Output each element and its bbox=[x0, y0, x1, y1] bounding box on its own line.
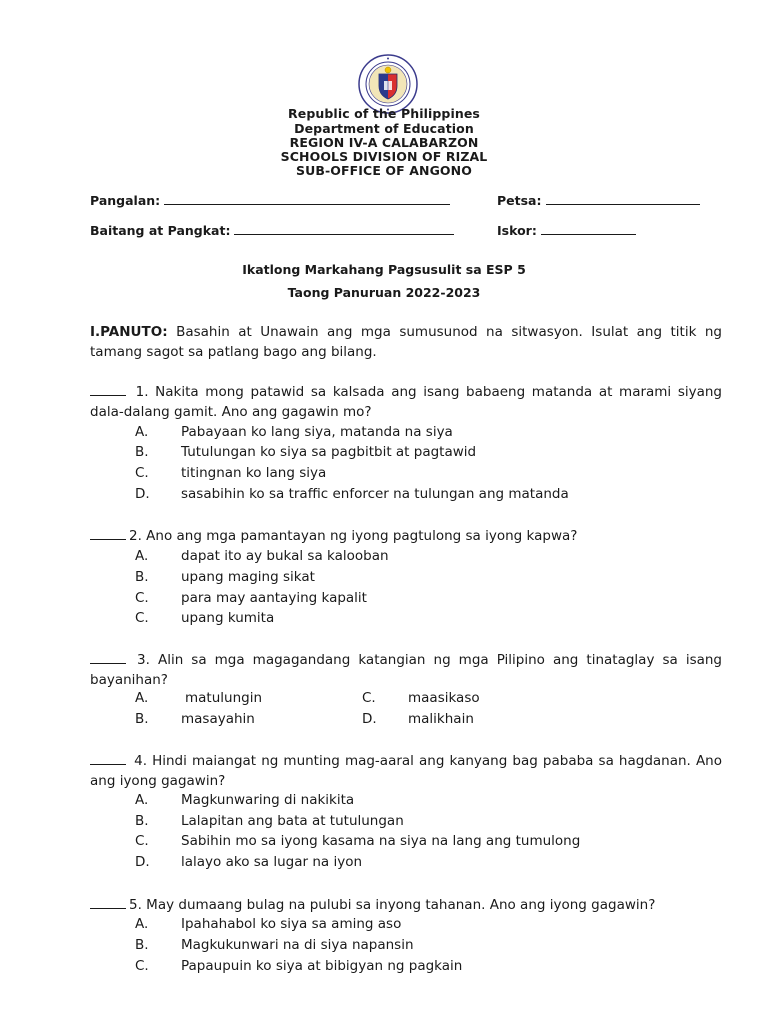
answer-blank-5[interactable] bbox=[90, 896, 126, 909]
answer-blank-4[interactable] bbox=[90, 752, 126, 765]
instructions-text: Basahin at Unawain ang mga sumusunod na sitwasyon. Isulat ang titik ng tamang sagot sa patlang bago ang bilang. bbox=[90, 324, 722, 360]
header-department: Department of Education bbox=[294, 121, 474, 136]
date-field: Petsa: bbox=[497, 192, 700, 208]
answer-blank-1[interactable] bbox=[90, 383, 126, 396]
score-field: Iskor: bbox=[497, 222, 636, 238]
answer-blank-3[interactable] bbox=[90, 651, 126, 664]
header-region: REGION IV-A CALABARZON bbox=[289, 135, 479, 150]
score-blank[interactable] bbox=[541, 222, 636, 235]
instructions bbox=[90, 322, 722, 362]
header-division: SCHOOLS DIVISION OF RIZAL bbox=[280, 149, 488, 164]
question-3: 3. Alin sa mga magagandang katangian ng mga Pilipino ang tinataglay sa isang bayanihan? bbox=[90, 652, 722, 688]
name-blank[interactable] bbox=[164, 192, 450, 205]
deped-seal-icon bbox=[358, 54, 418, 114]
answer-blank-2[interactable] bbox=[90, 527, 126, 540]
exam-title: Ikatlong Markahang Pagsusulit sa ESP 5 bbox=[242, 262, 526, 277]
question-1: 1. Nakita mong patawid sa kalsada ang isang babaeng matanda at marami siyang dala-dalang gamit. Ano ang gagawin mo? bbox=[90, 384, 722, 420]
question-5: 5. May dumaang bulag na pulubi sa inyong tahanan. Ano ang iyong gagawin? bbox=[90, 895, 722, 915]
grade-section-blank[interactable] bbox=[234, 222, 454, 235]
header-republic: Republic of the Philippines bbox=[288, 106, 480, 121]
date-blank[interactable] bbox=[546, 192, 700, 205]
instructions-label: I.PANUTO: bbox=[90, 324, 168, 340]
question-4: 4. Hindi maiangat ng munting mag-aaral ang kanyang bag pababa sa hagdanan. Ano ang iyong gagawin? bbox=[90, 753, 722, 789]
grade-section-field: Baitang at Pangkat: bbox=[90, 222, 454, 238]
name-field: Pangalan: bbox=[90, 192, 450, 208]
exam-page: Republic of the Philippines Department of Education REGION IV-A CALABARZON SCHOOLS DIVISION OF RIZAL SUB-OFFICE OF ANGONO Pangalan: Petsa: Baitang at Pangkat: Iskor: Ikatlong Markahang Pagsusulit sa ESP 5 Taong Panuruan 2022-2023 I.PANUTO: Basahin at Unawain ang mga sumusunod na sitwasyon. Isulat ang titik ng tamang sagot sa patlang bago ang bilang. 1. Nakita mong patawid sa kalsada ang isang babaeng matanda at marami siyang dala-dalang gamit. Ano ang gagawin mo? A. Pabayaan ko lang siya, matanda na siya B. Tutulungan ko siya sa pagbitbit at pagtawid C. titingnan ko lang siya D. sasabihin ko sa traffic enforcer na tulungan ang matanda 2. Ano ang mga pamantayan ng iyong pagtulong sa iyong kapwa? A. dapat ito ay bukal sa kalooban B. upang maging sikat C. para may aantaying kapalit C. upang kumita 3. Alin sa mga magagandang katangian ng mga Pilipino ang tinataglay sa isang bayanihan? A. matulungin C. maasikaso B. masayahin D. malikhain 4. Hindi maiangat ng munting mag-aaral ang kanyang bag pababa sa hagdanan. Ano ang iyong gagawin? A. Magkunwaring di nakikita B. Lalapitan ang bata at tutulungan C. Sabihin mo sa iyong kasama na siya na lang ang tumulong D. lalayo ako sa lugar na iyon 5. May dumaang bulag na pulubi sa inyong tahanan. Ano ang iyong gagawin? A. Ipahahabol ko siya sa aming aso B. Magkukunwari na di siya napansin C. Papaupuin ko siya at bibigyan ng pagkain bbox=[0, 0, 768, 1024]
header-suboffice: SUB-OFFICE OF ANGONO bbox=[296, 163, 472, 178]
school-year: Taong Panuruan 2022-2023 bbox=[287, 285, 481, 300]
question-2: 2. Ano ang mga pamantayan ng iyong pagtulong sa iyong kapwa? bbox=[90, 526, 722, 546]
